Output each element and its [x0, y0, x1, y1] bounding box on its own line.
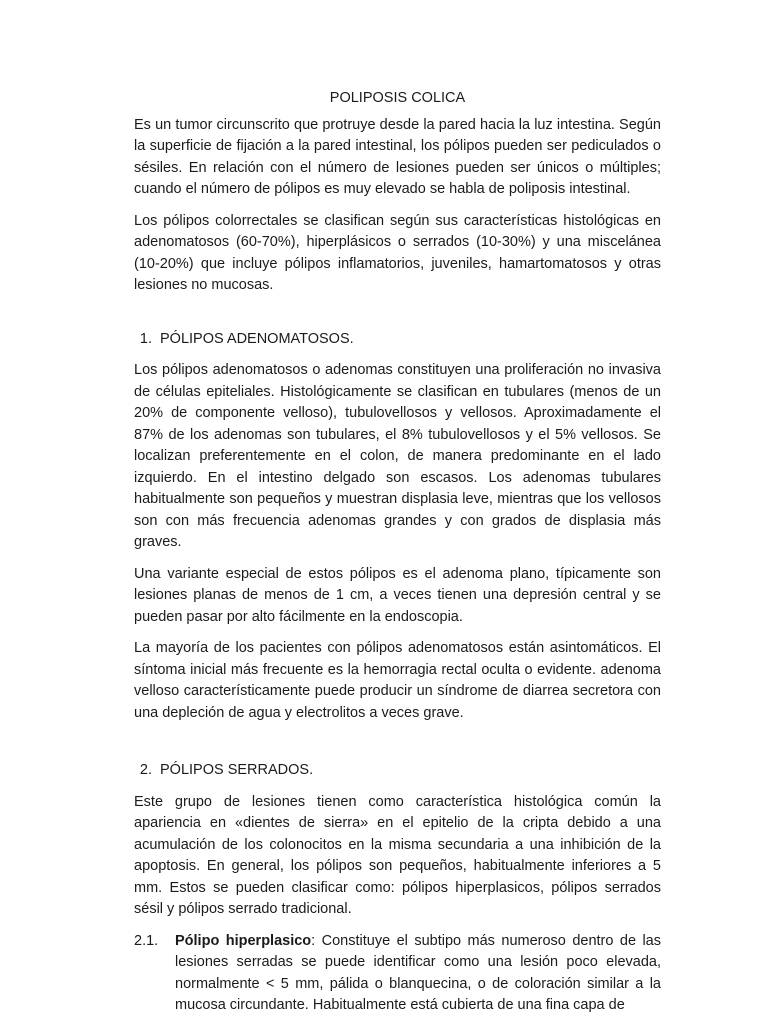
section-heading-adenomatosos: [134, 329, 661, 351]
section-2-paragraph-1: Este grupo de lesiones tienen como característica histológica común la apariencia en «dientes de sierra» en el epitelio de la cripta debido a una acumulación de los colonocitos en la misma secundaria a una inhibición de la apoptosis. En general, los pólipos son pequeños, habitualmente inferiores a 5 mm. Estos se pueden clasificar como: pólipos hiperplasicos, pólipos serrados sésil y pólipos serrado tradicional.: [134, 793, 661, 917]
section-number: 2.: [139, 762, 152, 778]
subsection-term: Pólipo hiperplasico: [175, 932, 312, 949]
intro-paragraph-1: Es un tumor circunscrito que protruye desde la pared hacia la luz intestina. Según la superficie de fijación a la pared intestinal, los pólipos pueden ser pediculados o sésiles. En relación con el número de lesiones pueden ser únicos o múltiples; cuando el número de pólipos es muy elevado se habla de poliposis intestinal.: [134, 116, 661, 197]
section-title: PÓLIPOS SERRADOS.: [160, 762, 314, 778]
intro-paragraph-2: Los pólipos colorrectales se clasifican según sus características histológicas en adenomatosos (60-70%), hiperplásicos o serrados (10-30%) y una miscelánea (10-20%) que incluye pólipos inflamatorios, juveniles, hamartomatosos y otras lesiones no mucosas.: [134, 212, 661, 293]
section-1-paragraph-3: La mayoría de los pacientes con pólipos adenomatosos están asintomáticos. El síntoma inicial más frecuente es la hemorragia rectal oculta o evidente. adenoma velloso característicamente puede producir un síndrome de diarrea secretora con una depleción de agua y electrolitos a veces grave.: [134, 640, 661, 721]
subsection-body: : Constituye el subtipo más numeroso dentro de las lesiones serradas se puede identificar como una lesión poco elevada, normalmente < 5 mm, pálida o blanquecina, o de coloración similar a la mucosa circundante. Habitualmente está cubierta de una fina capa de: [175, 932, 661, 1013]
subsection-number: 2.1.: [134, 932, 159, 949]
subsection-text: [175, 931, 661, 1017]
document-title: POLIPOSIS COLICA: [329, 90, 466, 106]
section-1-paragraph-2: Una variante especial de estos pólipos es el adenoma plano, típicamente son lesiones planas de menos de 1 cm, a veces tienen una depresión central y se pueden pasar por alto fácilmente en la endoscopia.: [134, 565, 661, 625]
section-1-paragraph-1: Los pólipos adenomatosos o adenomas constituyen una proliferación no invasiva de células epiteliales. Histológicamente se clasifican en tubulares (menos de un 20% de componente velloso), tubulovellosos y vellosos. Aproximadamente el 87% de los adenomas son tubulares, el 8% tubulovellosos y el 5% vellosos. Se localizan preferentemente en el colon, de manera predominante en el lado izquierdo. En el intestino delgado son escasos. Los adenomas tubulares habitualmente son pequeños y muestran displasia leve, mientras que los vellosos son con más frecuencia adenomas grandes y con grados de displasia más graves.: [134, 362, 661, 550]
document-page: [134, 88, 661, 1017]
subsection-hiperplasico: [134, 931, 661, 1017]
section-heading-serrados: [134, 760, 661, 782]
section-title: PÓLIPOS ADENOMATOSOS.: [160, 330, 354, 347]
section-number: 1.: [139, 330, 152, 347]
